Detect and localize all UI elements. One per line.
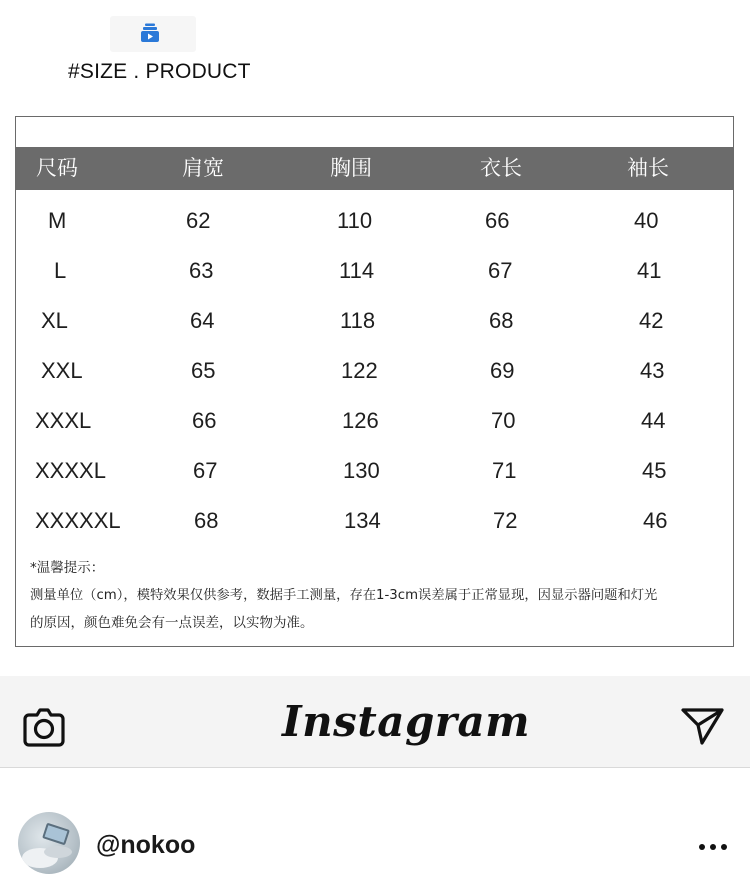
table-cell-length: 66	[485, 208, 510, 233]
table-cell-shoulder: 65	[191, 358, 216, 383]
table-cell-length: 67	[488, 258, 513, 283]
table-cell-chest: 126	[342, 408, 379, 433]
notes-line-2: 的原因，颜色难免会有一点误差，以实物为准。	[30, 615, 314, 631]
table-cell-shoulder: 68	[194, 508, 219, 533]
column-header-length: 衣长	[480, 156, 522, 180]
table-cell-shoulder: 67	[193, 458, 218, 483]
table-cell-size: XXXXXL	[35, 508, 121, 533]
table-cell-chest: 122	[341, 358, 378, 383]
table-cell-chest: 110	[337, 208, 373, 233]
table-cell-size: L	[54, 258, 67, 283]
table-cell-shoulder: 64	[190, 308, 215, 333]
avatar[interactable]	[18, 812, 80, 874]
table-cell-size: XL	[41, 308, 68, 333]
column-header-chest: 胸围	[330, 156, 372, 180]
table-cell-sleeve: 46	[643, 508, 668, 533]
table-cell-sleeve: 41	[637, 258, 662, 283]
table-cell-sleeve: 40	[634, 208, 659, 233]
username[interactable]: @nokoo	[96, 831, 196, 859]
column-header-shoulder: 肩宽	[182, 156, 224, 180]
table-cell-sleeve: 45	[642, 458, 667, 483]
table-cell-size: XXXXL	[35, 458, 106, 483]
column-header-sleeve: 袖长	[627, 156, 669, 180]
page-title: #SIZE . PRODUCT	[68, 60, 251, 83]
table-cell-size: XXXL	[35, 408, 92, 433]
notes-title: *温馨提示：	[30, 560, 105, 576]
table-cell-chest: 118	[340, 308, 376, 333]
table-cell-length: 72	[493, 508, 518, 533]
table-cell-length: 71	[492, 458, 517, 483]
table-cell-size: M	[48, 208, 67, 233]
table-cell-shoulder: 63	[189, 258, 214, 283]
table-cell-sleeve: 43	[640, 358, 665, 383]
table-cell-length: 68	[489, 308, 514, 333]
avatar-image	[18, 812, 80, 874]
table-cell-chest: 134	[344, 508, 381, 533]
table-cell-length: 69	[490, 358, 515, 383]
stack-icon	[139, 22, 161, 44]
table-cell-sleeve: 42	[639, 308, 664, 333]
table-cell-shoulder: 62	[186, 208, 211, 233]
column-header-size: 尺码	[36, 156, 78, 180]
table-cell-chest: 130	[343, 458, 380, 483]
table-cell-size: XXL	[41, 358, 83, 383]
table-cell-shoulder: 66	[192, 408, 217, 433]
notes-line-1: 测量单位（cm），模特效果仅供参考，数据手工测量，存在1-3cm误差属于正常显现，因显示器问题和灯光	[30, 588, 658, 603]
instagram-logo: Instagram	[282, 697, 531, 746]
table-cell-sleeve: 44	[641, 408, 666, 433]
table-header-row	[16, 147, 733, 190]
camera-icon[interactable]	[21, 706, 67, 748]
more-icon[interactable]	[697, 840, 729, 854]
table-cell-chest: 114	[339, 258, 375, 283]
send-icon[interactable]	[680, 705, 726, 747]
table-cell-length: 70	[491, 408, 516, 433]
